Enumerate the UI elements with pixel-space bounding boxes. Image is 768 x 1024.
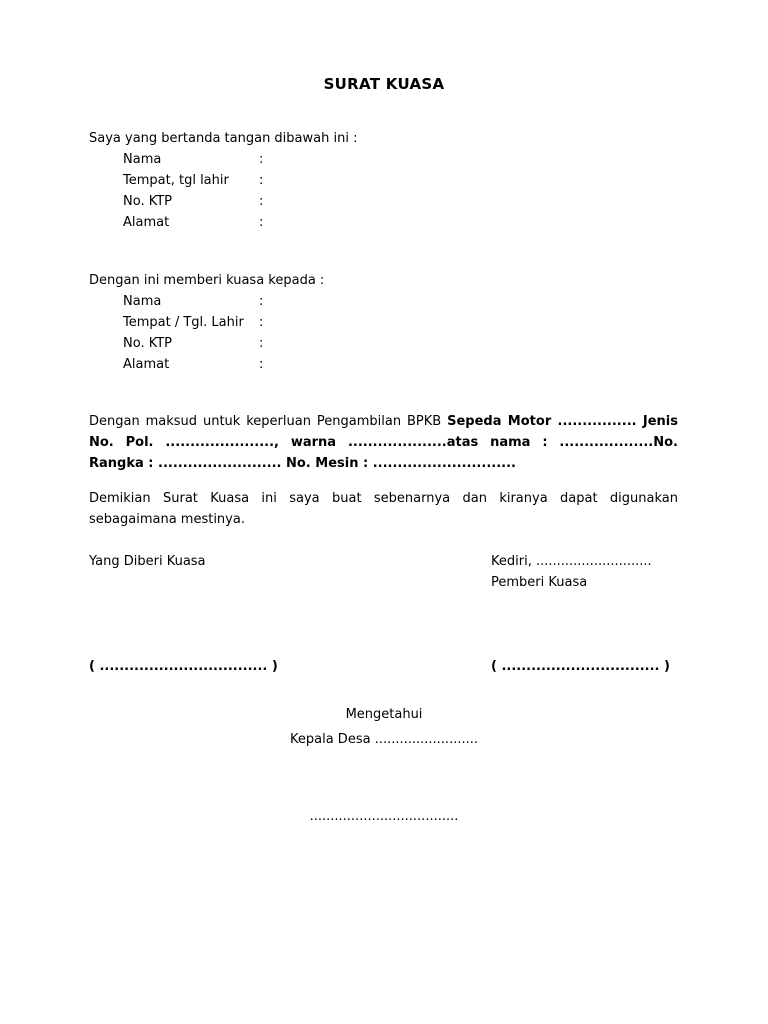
right-name-blank: ( ................................ ) <box>491 659 670 674</box>
closing-paragraph: Demikian Surat Kuasa ini saya buat sebenarnya dan kiranya dapat digunakan sebagaimana mestinya. <box>89 491 678 527</box>
section2-intro: Dengan ini memberi kuasa kepada : <box>89 273 325 288</box>
section2-field-colon-birth: : <box>259 315 264 330</box>
section2-field-label-name: Nama <box>123 294 162 309</box>
section1-field-colon-birth: : <box>259 173 264 188</box>
purpose-text-normal: Dengan maksud untuk keperluan Pengambilan BPKB <box>89 414 448 429</box>
section1-field-colon-ktp: : <box>259 194 264 209</box>
left-name-blank: ( .................................. ) <box>89 659 278 674</box>
section1-field-colon-name: : <box>259 152 264 167</box>
section2-field-label-ktp: No. KTP <box>123 336 173 351</box>
section2-field-label-address: Alamat <box>123 357 170 372</box>
purpose-paragraph <box>89 411 678 474</box>
section2-field-label-birth: Tempat / Tgl. Lahir <box>123 315 244 330</box>
section1-field-label-birth: Tempat, tgl lahir <box>123 173 229 188</box>
section2-field-colon-address: : <box>259 357 264 372</box>
section1-field-label-address: Alamat <box>123 215 170 230</box>
section2-field-colon-name: : <box>259 294 264 309</box>
right-place-date: Kediri, ............................ <box>491 554 652 569</box>
purpose-text-bold: Sepeda Motor ................ Jenis No. Pol. ......................, warna ....................atas nama : ...................No. Rangka : ......................... No. Mesin : ............................. <box>89 414 678 471</box>
acknowledgement-signature-blank: .................................... <box>309 809 459 824</box>
section1-field-label-name: Nama <box>123 152 162 167</box>
document-title: SURAT KUASA <box>323 75 445 93</box>
section2-field-colon-ktp: : <box>259 336 264 351</box>
left-signature-label: Yang Diberi Kuasa <box>89 554 206 569</box>
right-signature-label: Pemberi Kuasa <box>491 575 588 590</box>
acknowledgement-line1: Mengetahui <box>345 707 423 722</box>
section1-intro: Saya yang bertanda tangan dibawah ini : <box>89 131 358 146</box>
section1-field-colon-address: : <box>259 215 264 230</box>
acknowledgement-line2: Kepala Desa ......................... <box>290 732 478 747</box>
section1-field-label-ktp: No. KTP <box>123 194 173 209</box>
